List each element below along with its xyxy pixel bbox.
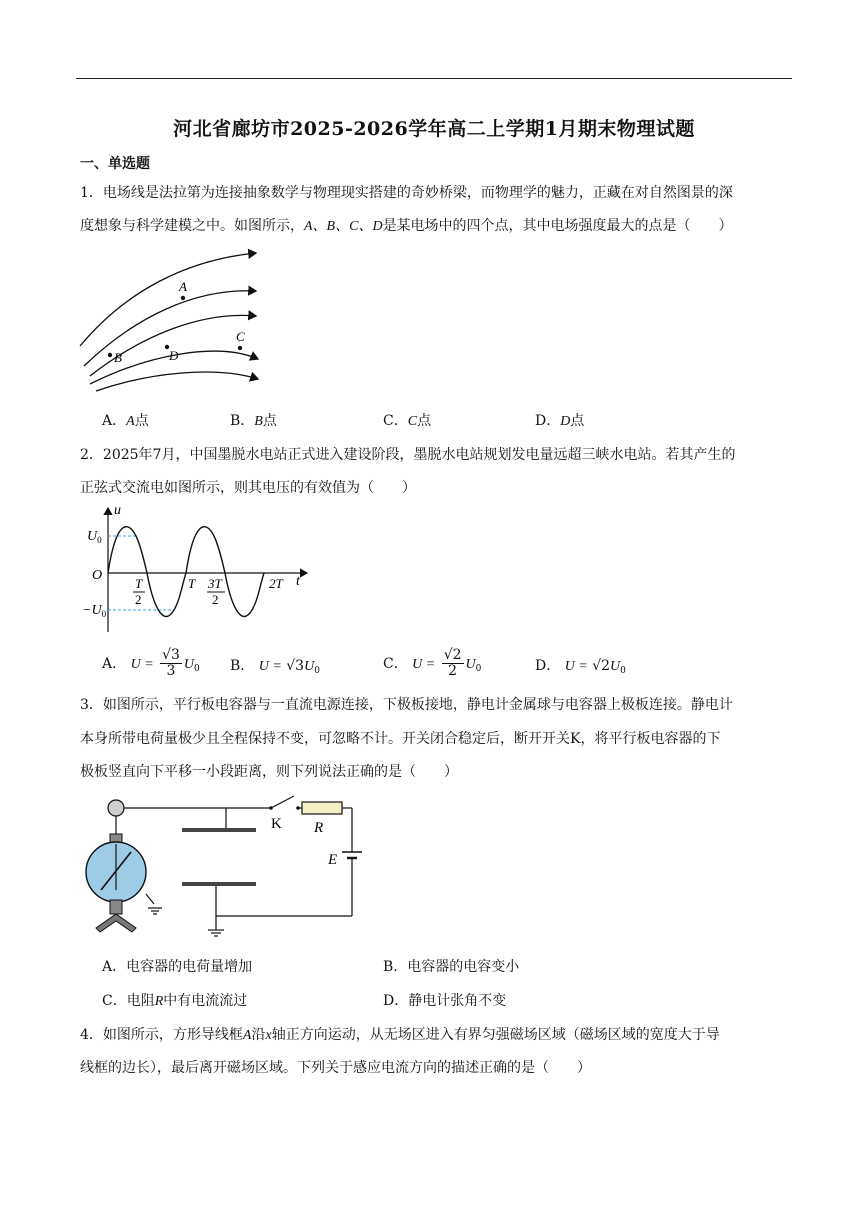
q1-stem-points: A、B、C、D bbox=[304, 219, 383, 234]
page-title: 河北省廊坊市2025-2026学年高二上学期1月期末物理试题 bbox=[173, 118, 695, 140]
section-heading: 一、单选题 bbox=[80, 156, 150, 172]
q2-option-b[interactable]: B． $U = √3U_0$ bbox=[230, 658, 320, 676]
point-a-label: A bbox=[179, 279, 187, 294]
tick-three-half-t-num: 3T bbox=[208, 576, 222, 591]
tick-two-t: 2T bbox=[269, 576, 283, 591]
q3-stem-line2: 本身所带电荷量极少且全程保持不变，可忽略不计。开关闭合稳定后，断开开关K，将平行板电容器的下 bbox=[80, 731, 721, 747]
q1-stem-text-a: 度想象与科学建模之中。如图所示， bbox=[80, 218, 304, 234]
sine-wave bbox=[108, 527, 264, 617]
q2-stem-line2: 正弦式交流电如图所示，则其电压的有效值为（ ） bbox=[80, 480, 416, 496]
resistor-r-label: R bbox=[314, 820, 324, 836]
q1-option-d[interactable]: D．D点 bbox=[535, 413, 585, 429]
capacitor-lower-plate bbox=[182, 882, 256, 886]
tick-half-t-den: 2 bbox=[135, 592, 142, 607]
header-rule bbox=[76, 78, 792, 79]
q2-option-a[interactable]: A． U = $\frac{√3}{3}$ $U_0$ bbox=[102, 647, 200, 680]
q2-option-c[interactable]: C． U = $\frac{√2}{2}$ $U_0$ bbox=[383, 647, 482, 680]
point-c-label: C bbox=[236, 329, 245, 344]
point-b-dot bbox=[108, 353, 112, 357]
electroscope-top-ball bbox=[108, 800, 124, 816]
q1-option-a[interactable]: A．A点 bbox=[102, 413, 149, 429]
field-line-1 bbox=[80, 253, 256, 346]
q3-option-c[interactable]: C．电阻R中有电流流过 bbox=[102, 993, 248, 1009]
battery-e-label: E bbox=[328, 852, 338, 868]
electric-field-figure bbox=[76, 246, 276, 396]
trough-label: $-U_0$ bbox=[82, 603, 107, 619]
q1-option-c[interactable]: C．C点 bbox=[383, 413, 432, 429]
electroscope-stand bbox=[96, 914, 136, 932]
field-line-3 bbox=[90, 315, 256, 376]
q3-option-d[interactable]: D．静电计张角不变 bbox=[383, 993, 507, 1009]
q1-stem-line1: 1．电场线是法拉第为连接抽象数学与物理现实搭建的奇妙桥梁，而物理学的魅力，正藏在对自然图景的深 bbox=[80, 185, 733, 201]
resistor-r bbox=[302, 802, 342, 814]
q2-stem-line1: 2．2025年7月，中国墨脱水电站正式进入建设阶段，墨脱水电站规划发电量远超三峡水电站。若其产生的 bbox=[80, 447, 736, 463]
q3-option-b[interactable]: B．电容器的电容变小 bbox=[383, 959, 520, 975]
peak-label: $U_0$ bbox=[87, 529, 102, 545]
q4-stem-line2: 线框的边长），最后离开磁场区域。下列关于感应电流方向的描述正确的是（ ） bbox=[80, 1060, 591, 1076]
point-b-label: B bbox=[114, 350, 122, 365]
tick-half-t-num: T bbox=[135, 576, 143, 591]
field-line-5 bbox=[96, 372, 258, 391]
tick-t: T bbox=[188, 576, 196, 591]
q2-option-d[interactable]: D． $U = √2U_0$ bbox=[535, 658, 626, 676]
t-axis-label: t bbox=[296, 574, 300, 589]
origin-label: O bbox=[92, 568, 103, 583]
point-d-label: D bbox=[169, 348, 179, 363]
capacitor-upper-plate bbox=[182, 828, 256, 832]
q1-stem-text-b: 是某电场中的四个点，其中电场强度最大的点是（ ） bbox=[382, 218, 733, 234]
tick-three-half-t-den: 2 bbox=[212, 592, 219, 607]
q1-stem-line2 bbox=[80, 215, 733, 235]
point-a-dot bbox=[181, 296, 185, 300]
point-c-dot bbox=[238, 346, 242, 350]
q3-stem-line1: 3．如图所示，平行板电容器与一直流电源连接，下极板接地，静电计金属球与电容器上极板连接。静电计 bbox=[80, 697, 733, 713]
u-axis-label: u bbox=[114, 503, 121, 518]
q4-stem-line1: 4．如图所示，方形导线框A沿x轴正方向运动，从无场区进入有界匀强磁场区域（磁场区域的宽度大于导 bbox=[80, 1027, 720, 1043]
q3-stem-line3: 极板竖直向下平移一小段距离，则下列说法正确的是（ ） bbox=[80, 764, 458, 780]
capacitor-circuit-figure bbox=[76, 790, 376, 945]
q1-option-b[interactable]: B．B点 bbox=[230, 413, 277, 429]
q3-option-a[interactable]: A．电容器的电荷量增加 bbox=[102, 959, 253, 975]
ac-voltage-graph bbox=[82, 500, 322, 640]
switch-k bbox=[271, 796, 294, 808]
switch-k-label: K bbox=[271, 816, 282, 832]
